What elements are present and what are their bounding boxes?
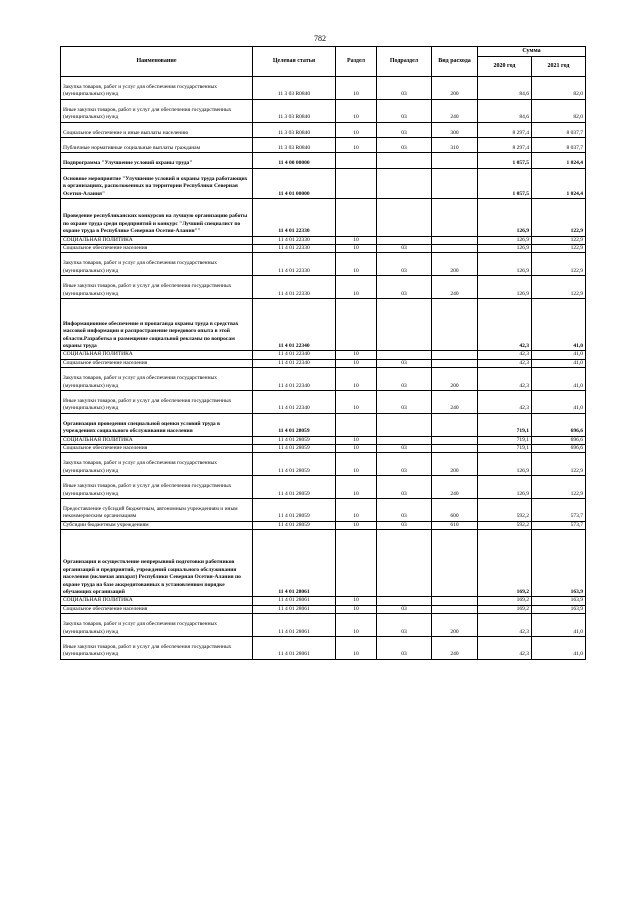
table-row xyxy=(61,498,586,521)
table-row xyxy=(61,368,586,391)
row-subsection: 03 xyxy=(377,253,432,276)
row-subsection: 03 xyxy=(377,359,432,367)
row-value-2020: 126,9 xyxy=(478,453,532,476)
row-expense-type xyxy=(432,605,478,613)
row-value-2021: 122,9 xyxy=(532,198,586,236)
row-subsection: 03 xyxy=(377,636,432,659)
row-subsection: 03 xyxy=(377,476,432,499)
row-name: Организация проведения специальной оценки условий труда в учреждениях социального обслуживания населения xyxy=(61,413,253,436)
row-expense-type xyxy=(432,597,478,605)
row-subsection xyxy=(377,298,432,350)
header-subsection: Подраздел xyxy=(377,47,432,77)
row-subsection xyxy=(377,351,432,359)
row-subsection: 03 xyxy=(377,99,432,122)
row-value-2021: 82,0 xyxy=(532,99,586,122)
row-value-2020: 719,1 xyxy=(478,436,532,444)
row-target-code: 11 4 01 28061 xyxy=(253,614,336,637)
row-value-2020: 126,9 xyxy=(478,198,532,236)
row-name: Закупка товаров, работ и услуг для обеспечения государственных (муниципальных) нужд xyxy=(61,614,253,637)
row-expense-type: 240 xyxy=(432,636,478,659)
row-value-2021: 122,9 xyxy=(532,244,586,252)
row-name: Иные закупки товаров, работ и услуг для обеспечения государственных (муниципальных) нужд xyxy=(61,390,253,413)
row-subsection xyxy=(377,530,432,597)
row-section: 10 xyxy=(336,444,377,452)
row-name: Проведение республиканских конкурсов на лучшую организацию работы по охране труда среди предприятий и конкурс "Лучший специалист по охране труда в Республике Северная Осетия-Алания"" xyxy=(61,198,253,236)
row-name: Закупка товаров, работ и услуг для обеспечения государственных (муниципальных) нужд xyxy=(61,77,253,100)
row-target-code: 11 4 01 28059 xyxy=(253,476,336,499)
row-target-code: 11 4 01 28059 xyxy=(253,413,336,436)
row-expense-type xyxy=(432,236,478,244)
row-target-code: 11 4 01 28059 xyxy=(253,444,336,452)
row-subsection: 03 xyxy=(377,453,432,476)
row-section: 10 xyxy=(336,368,377,391)
row-target-code: 11 3 03 R0840 xyxy=(253,99,336,122)
row-value-2020: 719,1 xyxy=(478,413,532,436)
row-value-2020: 126,9 xyxy=(478,253,532,276)
row-subsection xyxy=(377,436,432,444)
row-expense-type: 200 xyxy=(432,453,478,476)
row-expense-type xyxy=(432,530,478,597)
row-expense-type: 200 xyxy=(432,368,478,391)
row-target-code: 11 4 01 22330 xyxy=(253,244,336,252)
row-value-2020: 84,6 xyxy=(478,99,532,122)
row-name: СОЦИАЛЬНАЯ ПОЛИТИКА xyxy=(61,351,253,359)
header-name: Наименование xyxy=(61,47,253,77)
row-target-code: 11 3 03 R0840 xyxy=(253,137,336,152)
row-name: Предоставление субсидий бюджетным, автономным учреждениям и иным некоммерческим организациям xyxy=(61,498,253,521)
row-section: 10 xyxy=(336,77,377,100)
row-value-2020: 42,3 xyxy=(478,614,532,637)
row-value-2021: 8 037,7 xyxy=(532,122,586,137)
row-name: Иные закупки товаров, работ и услуг для обеспечения государственных (муниципальных) нужд xyxy=(61,99,253,122)
row-subsection: 03 xyxy=(377,368,432,391)
row-subsection: 03 xyxy=(377,605,432,613)
row-value-2021: 122,9 xyxy=(532,276,586,299)
row-value-2021: 122,9 xyxy=(532,236,586,244)
row-section: 10 xyxy=(336,453,377,476)
row-subsection: 03 xyxy=(377,614,432,637)
row-name: Иные закупки товаров, работ и услуг для обеспечения государственных (муниципальных) нужд xyxy=(61,276,253,299)
row-target-code: 11 4 01 28061 xyxy=(253,597,336,605)
table-body xyxy=(61,77,586,660)
row-target-code: 11 4 01 22330 xyxy=(253,276,336,299)
row-section: 10 xyxy=(336,276,377,299)
row-section: 10 xyxy=(336,351,377,359)
row-section: 10 xyxy=(336,476,377,499)
budget-table xyxy=(60,46,586,660)
row-name: Публичные нормативные социальные выплаты гражданам xyxy=(61,137,253,152)
table-row xyxy=(61,198,586,236)
row-expense-type: 240 xyxy=(432,99,478,122)
page-number: 782 xyxy=(314,34,326,43)
header-target: Целевая статья xyxy=(253,47,336,77)
row-target-code: 11 4 01 22340 xyxy=(253,298,336,350)
row-section: 10 xyxy=(336,244,377,252)
row-value-2020: 84,6 xyxy=(478,77,532,100)
row-name: Закупка товаров, работ и услуг для обеспечения государственных (муниципальных) нужд xyxy=(61,453,253,476)
row-name: Закупка товаров, работ и услуг для обеспечения государственных (муниципальных) нужд xyxy=(61,253,253,276)
row-name: Закупка товаров, работ и услуг для обеспечения государственных (муниципальных) нужд xyxy=(61,368,253,391)
row-subsection: 03 xyxy=(377,77,432,100)
row-target-code: 11 4 01 28059 xyxy=(253,498,336,521)
row-value-2020: 169,2 xyxy=(478,605,532,613)
row-value-2021: 41,0 xyxy=(532,636,586,659)
row-expense-type: 240 xyxy=(432,276,478,299)
table-row xyxy=(61,236,586,244)
row-target-code: 11 4 01 00000 xyxy=(253,168,336,198)
table-row xyxy=(61,77,586,100)
table-row xyxy=(61,521,586,529)
row-name: Организация и осуществление непрерывной подготовки работников организаций и предприятий, учреждений социального обслуживания населения (включая аппарат) Республики Северная Осетия-Алания по охране труда на базе аккредитованных в установленном порядке обучающих организаций xyxy=(61,530,253,597)
row-section: 10 xyxy=(336,614,377,637)
row-section xyxy=(336,530,377,597)
row-section xyxy=(336,298,377,350)
row-value-2020: 42,3 xyxy=(478,351,532,359)
row-target-code: 11 3 03 R0840 xyxy=(253,122,336,137)
row-value-2021: 696,6 xyxy=(532,413,586,436)
row-name: Социальное обеспечение населения xyxy=(61,444,253,452)
row-expense-type xyxy=(432,359,478,367)
row-value-2021: 122,9 xyxy=(532,453,586,476)
row-value-2020: 126,9 xyxy=(478,244,532,252)
row-value-2021: 41,0 xyxy=(532,359,586,367)
row-subsection: 03 xyxy=(377,444,432,452)
table-row xyxy=(61,244,586,252)
row-value-2020: 169,2 xyxy=(478,597,532,605)
row-section: 10 xyxy=(336,597,377,605)
row-value-2020: 719,1 xyxy=(478,444,532,452)
row-value-2021: 696,6 xyxy=(532,444,586,452)
header-year-2020: 2020 год xyxy=(478,57,532,77)
row-target-code: 11 4 01 22330 xyxy=(253,236,336,244)
table-row xyxy=(61,99,586,122)
table-row xyxy=(61,636,586,659)
row-target-code: 11 3 03 R0840 xyxy=(253,77,336,100)
row-name: Социальное обеспечение населения xyxy=(61,244,253,252)
row-subsection xyxy=(377,198,432,236)
table-row xyxy=(61,413,586,436)
row-expense-type xyxy=(432,298,478,350)
row-name: Социальное обеспечение и иные выплаты населению xyxy=(61,122,253,137)
table-row xyxy=(61,530,586,597)
row-value-2020: 1 057,5 xyxy=(478,168,532,198)
row-value-2021: 573,7 xyxy=(532,521,586,529)
row-value-2021: 41,0 xyxy=(532,390,586,413)
row-value-2021: 163,9 xyxy=(532,605,586,613)
row-subsection xyxy=(377,153,432,168)
row-section: 10 xyxy=(336,390,377,413)
row-value-2021: 573,7 xyxy=(532,498,586,521)
row-section xyxy=(336,168,377,198)
row-expense-type: 240 xyxy=(432,390,478,413)
row-value-2021: 8 037,7 xyxy=(532,137,586,152)
row-value-2020: 592,2 xyxy=(478,498,532,521)
row-value-2020: 1 057,5 xyxy=(478,153,532,168)
row-value-2021: 41,0 xyxy=(532,368,586,391)
row-target-code: 11 4 01 28061 xyxy=(253,530,336,597)
row-expense-type xyxy=(432,351,478,359)
row-expense-type: 600 xyxy=(432,498,478,521)
row-value-2020: 126,9 xyxy=(478,476,532,499)
row-subsection: 03 xyxy=(377,122,432,137)
row-target-code: 11 4 01 28059 xyxy=(253,436,336,444)
row-target-code: 11 4 01 22330 xyxy=(253,198,336,236)
row-subsection: 03 xyxy=(377,390,432,413)
row-section: 10 xyxy=(336,99,377,122)
row-name: Подпрограмма "Улучшение условий охраны труда" xyxy=(61,153,253,168)
row-target-code: 11 4 01 28059 xyxy=(253,453,336,476)
row-name: Иные закупки товаров, работ и услуг для обеспечения государственных (муниципальных) нужд xyxy=(61,636,253,659)
row-value-2021: 41,0 xyxy=(532,614,586,637)
row-value-2021: 163,9 xyxy=(532,530,586,597)
row-expense-type xyxy=(432,444,478,452)
row-subsection: 03 xyxy=(377,521,432,529)
row-name: СОЦИАЛЬНАЯ ПОЛИТИКА xyxy=(61,236,253,244)
row-section xyxy=(336,198,377,236)
table-row xyxy=(61,390,586,413)
row-expense-type xyxy=(432,244,478,252)
row-expense-type: 200 xyxy=(432,253,478,276)
row-name: Основное мероприятие "Улучшение условий и охраны труда работающих в организациях, расположенных на территории Республики Северная Осетия-Алания" xyxy=(61,168,253,198)
row-value-2021: 1 024,4 xyxy=(532,168,586,198)
table-row xyxy=(61,476,586,499)
row-section: 10 xyxy=(336,605,377,613)
row-section: 10 xyxy=(336,122,377,137)
row-section: 10 xyxy=(336,521,377,529)
table-row xyxy=(61,253,586,276)
row-value-2021: 41,0 xyxy=(532,298,586,350)
header-sum: Сумма xyxy=(478,47,586,57)
row-section: 10 xyxy=(336,498,377,521)
row-expense-type xyxy=(432,413,478,436)
header-expense-type: Вид расхода xyxy=(432,47,478,77)
table-row xyxy=(61,605,586,613)
table-row xyxy=(61,276,586,299)
row-section: 10 xyxy=(336,359,377,367)
row-expense-type xyxy=(432,198,478,236)
row-subsection xyxy=(377,597,432,605)
row-target-code: 11 4 01 22340 xyxy=(253,390,336,413)
row-value-2021: 122,9 xyxy=(532,253,586,276)
row-target-code: 11 4 01 22330 xyxy=(253,253,336,276)
row-value-2020: 126,9 xyxy=(478,276,532,299)
row-section xyxy=(336,413,377,436)
row-section: 10 xyxy=(336,137,377,152)
row-name: СОЦИАЛЬНАЯ ПОЛИТИКА xyxy=(61,597,253,605)
table-row xyxy=(61,153,586,168)
table-row xyxy=(61,453,586,476)
row-value-2020: 169,2 xyxy=(478,530,532,597)
row-section xyxy=(336,153,377,168)
row-name: Информационное обеспечение и пропаганда охраны труда в средствах массовой информации и распространение передового опыта в этой области.Разработка и размещение социальной рекламы по вопросам охраны труда xyxy=(61,298,253,350)
row-target-code: 11 4 00 00000 xyxy=(253,153,336,168)
row-value-2021: 82,0 xyxy=(532,77,586,100)
row-value-2020: 126,9 xyxy=(478,236,532,244)
row-target-code: 11 4 01 28061 xyxy=(253,605,336,613)
header-year-2021: 2021 год xyxy=(532,57,586,77)
row-target-code: 11 4 01 28059 xyxy=(253,521,336,529)
row-value-2020: 42,3 xyxy=(478,368,532,391)
row-name: Субсидии бюджетным учреждениям xyxy=(61,521,253,529)
row-target-code: 11 4 01 22340 xyxy=(253,351,336,359)
table-row xyxy=(61,614,586,637)
row-expense-type: 200 xyxy=(432,614,478,637)
row-expense-type xyxy=(432,168,478,198)
row-value-2021: 1 024,4 xyxy=(532,153,586,168)
table-row xyxy=(61,597,586,605)
row-value-2020: 8 297,4 xyxy=(478,122,532,137)
row-subsection xyxy=(377,168,432,198)
row-subsection xyxy=(377,236,432,244)
row-name: Социальное обеспечение населения xyxy=(61,605,253,613)
row-target-code: 11 4 01 28061 xyxy=(253,636,336,659)
row-target-code: 11 4 01 22340 xyxy=(253,359,336,367)
table-row xyxy=(61,444,586,452)
row-value-2021: 696,6 xyxy=(532,436,586,444)
header-section: Раздел xyxy=(336,47,377,77)
table-row xyxy=(61,351,586,359)
row-section: 10 xyxy=(336,253,377,276)
row-value-2020: 42,3 xyxy=(478,390,532,413)
row-value-2020: 42,3 xyxy=(478,636,532,659)
row-expense-type: 310 xyxy=(432,137,478,152)
table-row xyxy=(61,137,586,152)
row-section: 10 xyxy=(336,636,377,659)
row-expense-type xyxy=(432,436,478,444)
row-section: 10 xyxy=(336,436,377,444)
row-expense-type: 610 xyxy=(432,521,478,529)
row-value-2021: 41,0 xyxy=(532,351,586,359)
table-row xyxy=(61,436,586,444)
row-subsection: 03 xyxy=(377,276,432,299)
row-value-2020: 592,2 xyxy=(478,521,532,529)
row-expense-type xyxy=(432,153,478,168)
row-target-code: 11 4 01 22340 xyxy=(253,368,336,391)
row-expense-type: 200 xyxy=(432,77,478,100)
table-row xyxy=(61,122,586,137)
row-subsection: 03 xyxy=(377,137,432,152)
table-row xyxy=(61,298,586,350)
row-section: 10 xyxy=(336,236,377,244)
row-subsection: 03 xyxy=(377,244,432,252)
row-name: Социальное обеспечение населения xyxy=(61,359,253,367)
row-value-2021: 163,9 xyxy=(532,597,586,605)
row-subsection xyxy=(377,413,432,436)
row-value-2020: 8 297,4 xyxy=(478,137,532,152)
row-name: СОЦИАЛЬНАЯ ПОЛИТИКА xyxy=(61,436,253,444)
row-value-2020: 42,3 xyxy=(478,359,532,367)
row-expense-type: 240 xyxy=(432,476,478,499)
row-value-2020: 42,3 xyxy=(478,298,532,350)
row-subsection: 03 xyxy=(377,498,432,521)
table-row xyxy=(61,168,586,198)
table-row xyxy=(61,359,586,367)
row-name: Иные закупки товаров, работ и услуг для обеспечения государственных (муниципальных) нужд xyxy=(61,476,253,499)
row-expense-type: 300 xyxy=(432,122,478,137)
row-value-2021: 122,9 xyxy=(532,476,586,499)
